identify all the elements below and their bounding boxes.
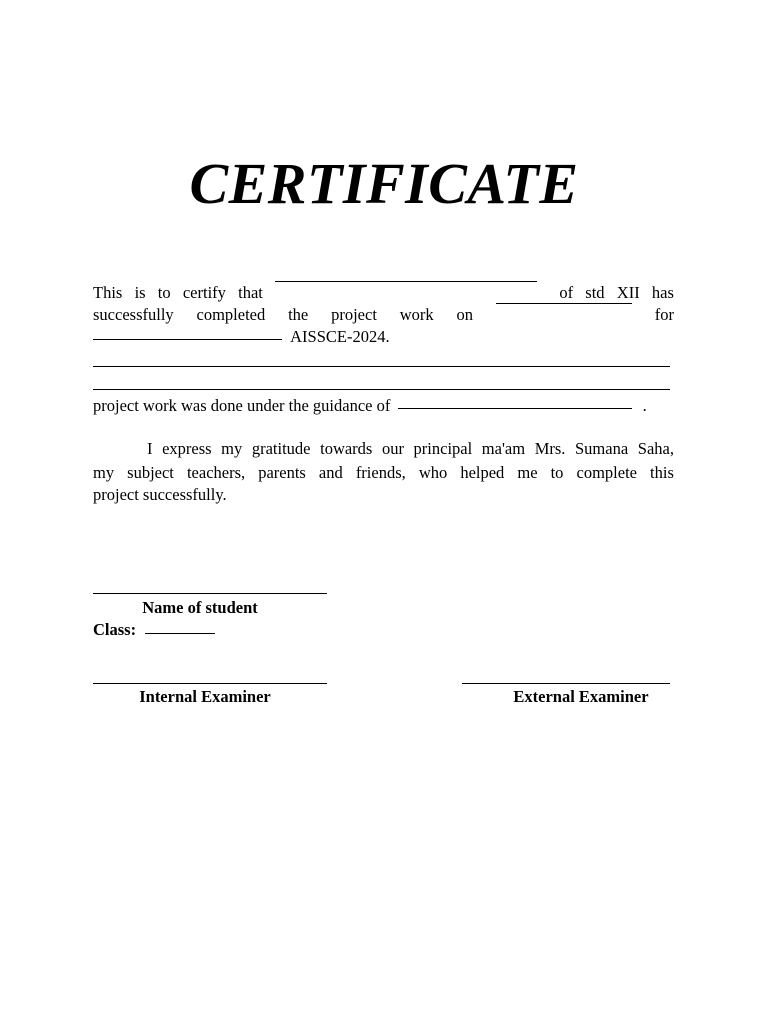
word: successfully — [93, 305, 174, 324]
word: complete — [576, 463, 637, 482]
guide-name-blank — [398, 407, 632, 409]
para1-line1 — [93, 282, 674, 304]
para1-line3 — [93, 326, 674, 348]
para2-line3-text: project successfully. — [93, 485, 227, 504]
class-label: Class: — [93, 620, 137, 639]
student-name-label: Name of student — [142, 598, 258, 617]
class-blank — [145, 632, 215, 634]
word: for — [654, 305, 674, 324]
word: parents — [258, 463, 306, 482]
word: this — [650, 463, 674, 482]
word: me — [517, 463, 538, 482]
word: certify — [182, 283, 226, 302]
word: This — [93, 283, 123, 302]
word: and — [318, 463, 343, 482]
external-examiner-label: External Examiner — [513, 687, 649, 706]
word: teachers, — [186, 463, 246, 482]
para2-line3 — [93, 484, 674, 506]
internal-examiner-signature-line — [93, 683, 327, 684]
exam-name: AISSCE-2024. — [290, 327, 390, 346]
class-field — [93, 619, 215, 641]
word: to — [550, 463, 564, 482]
word: express — [162, 439, 212, 458]
word: our — [381, 439, 404, 458]
word: ma'am — [481, 439, 526, 458]
word: my — [93, 463, 115, 482]
word: subject — [127, 463, 174, 482]
word: that — [238, 283, 263, 302]
student-signature-line — [93, 593, 327, 594]
word: towards — [320, 439, 373, 458]
word: Saha, — [637, 439, 674, 458]
guidance-period: . — [642, 396, 647, 415]
guidance-text: project work was done under the guidance of — [93, 396, 391, 415]
word: to — [157, 283, 171, 302]
word: project — [331, 305, 377, 324]
guidance-line — [93, 395, 674, 417]
word: on — [456, 305, 474, 324]
external-examiner-signature-line — [462, 683, 670, 684]
para2-line2 — [93, 462, 674, 484]
word: who — [418, 463, 448, 482]
certificate-title: CERTIFICATE — [189, 151, 579, 216]
word: friends, — [355, 463, 406, 482]
word: has — [651, 283, 674, 302]
para1-line2 — [93, 304, 674, 326]
project-topic-blank — [496, 302, 632, 304]
word: of — [559, 283, 574, 302]
blank-line — [93, 366, 670, 367]
word: work — [399, 305, 434, 324]
word: Mrs. — [534, 439, 566, 458]
para2-line1 — [147, 438, 674, 460]
word: Sumana — [575, 439, 629, 458]
word: gratitude — [251, 439, 311, 458]
word: XII — [616, 283, 640, 302]
student-name-blank — [275, 280, 537, 282]
word: completed — [196, 305, 266, 324]
subject-blank — [93, 338, 282, 340]
word: is — [134, 283, 146, 302]
word: helped — [460, 463, 505, 482]
word: I — [147, 439, 153, 458]
internal-examiner-label: Internal Examiner — [139, 687, 271, 706]
word: my — [221, 439, 243, 458]
word: principal — [413, 439, 473, 458]
blank-line — [93, 389, 670, 390]
word: the — [288, 305, 309, 324]
word: std — [585, 283, 605, 302]
